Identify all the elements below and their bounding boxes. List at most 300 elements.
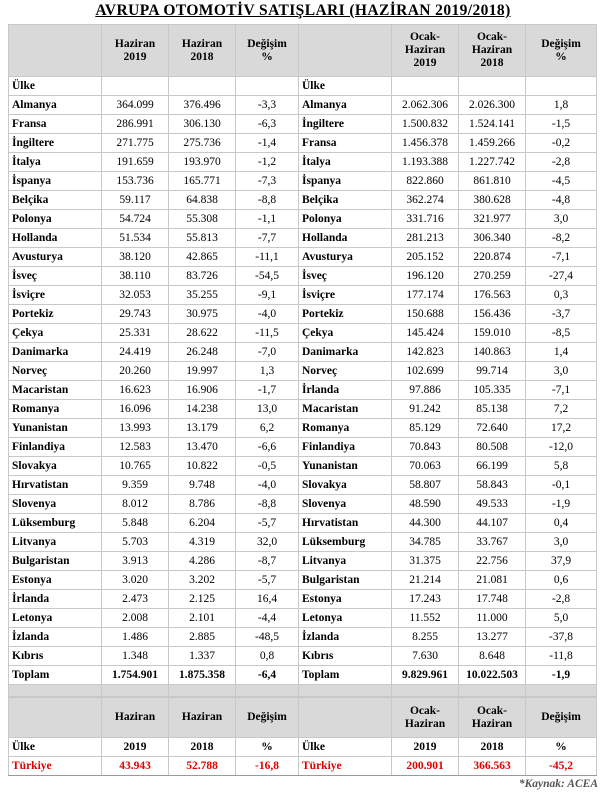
cell-ytd-2018: 44.107: [459, 514, 526, 533]
cell-ytd-2019: 70.063: [392, 457, 459, 476]
cell-ytd-2018: 66.199: [459, 457, 526, 476]
cell-ytd-change: 3,0: [526, 533, 597, 552]
cell-june-2018: 30.975: [169, 305, 236, 324]
cell-country-left: Fransa: [9, 115, 102, 134]
cell-ytd-2018: 2.026.300: [459, 96, 526, 115]
cell-country-left: İrlanda: [9, 590, 102, 609]
cell-change: -7,3: [236, 172, 299, 191]
cell-june-2018: 13.470: [169, 438, 236, 457]
table-row: [9, 628, 597, 647]
cell-ytd-change: 3,0: [526, 362, 597, 381]
cell-country-right: Çekya: [299, 324, 392, 343]
cell-june-2019: 3.020: [102, 571, 169, 590]
cell-ytd-2019: 21.214: [392, 571, 459, 590]
cell-change: -8,7: [236, 552, 299, 571]
table-row: [9, 229, 597, 248]
cell-country-right: Danimarka: [299, 343, 392, 362]
cell-june-2018: 28.622: [169, 324, 236, 343]
cell-june-2019: 13.993: [102, 419, 169, 438]
cell-country-left: Lüksemburg: [9, 514, 102, 533]
cell-country-right: Letonya: [299, 609, 392, 628]
cell-ytd-change: -7,1: [526, 248, 597, 267]
cell-june-2019: 2.473: [102, 590, 169, 609]
cell-country-left: Polonya: [9, 210, 102, 229]
total-june-2018: 1.875.358: [169, 666, 236, 685]
header-ytd-2019: Ocak- Haziran 2019: [392, 25, 459, 77]
cell-june-2019: 12.583: [102, 438, 169, 457]
cell-change: -3,3: [236, 96, 299, 115]
cell-june-2019: 24.419: [102, 343, 169, 362]
cell-june-2018: 9.748: [169, 476, 236, 495]
cell-ytd-change: -12,0: [526, 438, 597, 457]
cell-june-2018: 3.202: [169, 571, 236, 590]
cell-ytd-change: 1,4: [526, 343, 597, 362]
header-ytd-change: Değişim %: [526, 25, 597, 77]
cell-june-2019: 3.913: [102, 552, 169, 571]
total-ytd-2018: 10.022.503: [459, 666, 526, 685]
table-row: [9, 457, 597, 476]
cell-country-right: İzlanda: [299, 628, 392, 647]
cell-ytd-2019: 8.255: [392, 628, 459, 647]
country-label-left: Ülke: [9, 77, 102, 96]
cell-change: -8,8: [236, 191, 299, 210]
cell-june-2019: 29.743: [102, 305, 169, 324]
cell-country-left: İspanya: [9, 172, 102, 191]
cell-ytd-change: -4,5: [526, 172, 597, 191]
cell-ytd-2018: 1.524.141: [459, 115, 526, 134]
cell-change: -48,5: [236, 628, 299, 647]
cell-country-left: İngiltere: [9, 134, 102, 153]
table-row: [9, 476, 597, 495]
cell-ytd-2018: 99.714: [459, 362, 526, 381]
total-june-2019: 1.754.901: [102, 666, 169, 685]
table-row: [9, 609, 597, 628]
cell-june-2018: 55.813: [169, 229, 236, 248]
cell-country-left: Avusturya: [9, 248, 102, 267]
cell-country-left: İzlanda: [9, 628, 102, 647]
cell-change: -5,7: [236, 514, 299, 533]
cell-ytd-2018: 33.767: [459, 533, 526, 552]
cell-country-right: Hırvatistan: [299, 514, 392, 533]
cell-june-2019: 16.096: [102, 400, 169, 419]
header-june-2018: Haziran 2018: [169, 25, 236, 77]
cell-country-left: İsveç: [9, 267, 102, 286]
table-row: [9, 419, 597, 438]
cell-country-left: Danimarka: [9, 343, 102, 362]
cell-country-left: Macaristan: [9, 381, 102, 400]
cell-june-2019: 8.012: [102, 495, 169, 514]
cell-june-2019: 191.659: [102, 153, 169, 172]
cell-june-2018: 4.319: [169, 533, 236, 552]
cell-ytd-2018: 11.000: [459, 609, 526, 628]
cell-june-2019: 286.991: [102, 115, 169, 134]
turkey-header-change: Değişim: [236, 698, 299, 738]
cell-ytd-2018: 49.533: [459, 495, 526, 514]
cell-country-right: Avusturya: [299, 248, 392, 267]
cell-country-right: Estonya: [299, 590, 392, 609]
cell-country-right: Kıbrıs: [299, 647, 392, 666]
cell-june-2018: 10.822: [169, 457, 236, 476]
cell-june-2019: 5.703: [102, 533, 169, 552]
cell-country-left: Litvanya: [9, 533, 102, 552]
cell-change: -8,8: [236, 495, 299, 514]
cell-june-2018: 275.736: [169, 134, 236, 153]
cell-country-right: Belçika: [299, 191, 392, 210]
cell-ytd-2019: 102.699: [392, 362, 459, 381]
cell-june-2019: 9.359: [102, 476, 169, 495]
cell-ytd-2018: 21.081: [459, 571, 526, 590]
turkey-june-2019: 43.943: [102, 757, 169, 776]
cell-ytd-2019: 70.843: [392, 438, 459, 457]
turkey-country-label-right: Ülke: [299, 738, 392, 757]
total-ytd-change: -1,9: [526, 666, 597, 685]
cell-ytd-change: 5,0: [526, 609, 597, 628]
cell-change: -4,0: [236, 305, 299, 324]
cell-ytd-2018: 8.648: [459, 647, 526, 666]
cell-change: -6,6: [236, 438, 299, 457]
cell-country-left: Hırvatistan: [9, 476, 102, 495]
turkey-header-ytd-a: Ocak- Haziran: [392, 698, 459, 738]
cell-ytd-change: 3,0: [526, 210, 597, 229]
table-row: [9, 381, 597, 400]
turkey-header-ytd-b: Ocak- Haziran: [459, 698, 526, 738]
cell-change: -1,7: [236, 381, 299, 400]
country-label-row: [9, 77, 597, 96]
cell-ytd-2019: 31.375: [392, 552, 459, 571]
cell-ytd-change: 37,9: [526, 552, 597, 571]
cell-country-right: İspanya: [299, 172, 392, 191]
turkey-name-left: Türkiye: [9, 757, 102, 776]
cell-change: -0,5: [236, 457, 299, 476]
cell-country-left: Yunanistan: [9, 419, 102, 438]
turkey-table: [8, 697, 597, 776]
cell-june-2018: 1.337: [169, 647, 236, 666]
cell-country-left: Kıbrıs: [9, 647, 102, 666]
turkey-name-right: Türkiye: [299, 757, 392, 776]
cell-june-2018: 42.865: [169, 248, 236, 267]
cell-ytd-change: -8,2: [526, 229, 597, 248]
cell-june-2018: 2.885: [169, 628, 236, 647]
cell-june-2019: 25.331: [102, 324, 169, 343]
cell-ytd-2018: 270.259: [459, 267, 526, 286]
cell-ytd-2018: 22.756: [459, 552, 526, 571]
cell-country-left: Çekya: [9, 324, 102, 343]
turkey-ytd-year-2019: 2019: [392, 738, 459, 757]
turkey-june-2018: 52.788: [169, 757, 236, 776]
header-empty-right: [299, 25, 392, 77]
cell-ytd-2019: 177.174: [392, 286, 459, 305]
cell-change: -7,0: [236, 343, 299, 362]
cell-ytd-2018: 17.748: [459, 590, 526, 609]
cell-june-2018: 64.838: [169, 191, 236, 210]
cell-june-2018: 19.997: [169, 362, 236, 381]
cell-change: -6,3: [236, 115, 299, 134]
cell-ytd-2019: 34.785: [392, 533, 459, 552]
cell-ytd-2018: 105.335: [459, 381, 526, 400]
cell-country-left: Norveç: [9, 362, 102, 381]
cell-country-right: Almanya: [299, 96, 392, 115]
cell-ytd-2019: 91.242: [392, 400, 459, 419]
page-title: AVRUPA OTOMOTİV SATIŞLARI (HAZİRAN 2019/2018): [95, 2, 511, 19]
table-row: [9, 324, 597, 343]
cell-change: -1,2: [236, 153, 299, 172]
table-row: [9, 286, 597, 305]
table-row: [9, 647, 597, 666]
cell-ytd-2018: 861.810: [459, 172, 526, 191]
cell-country-left: Hollanda: [9, 229, 102, 248]
cell-june-2019: 10.765: [102, 457, 169, 476]
cell-ytd-change: -1,9: [526, 495, 597, 514]
cell-ytd-2018: 321.977: [459, 210, 526, 229]
cell-ytd-2018: 176.563: [459, 286, 526, 305]
cell-june-2018: 55.308: [169, 210, 236, 229]
cell-ytd-change: -2,8: [526, 590, 597, 609]
turkey-pct: %: [236, 738, 299, 757]
turkey-year-2018: 2018: [169, 738, 236, 757]
cell-change: 0,8: [236, 647, 299, 666]
total-row: [9, 666, 597, 685]
table-row: [9, 362, 597, 381]
turkey-ytd-2019: 200.901: [392, 757, 459, 776]
cell-ytd-2018: 1.459.266: [459, 134, 526, 153]
cell-change: -9,1: [236, 286, 299, 305]
table-row: [9, 134, 597, 153]
cell-ytd-change: 0,3: [526, 286, 597, 305]
cell-country-right: Slovenya: [299, 495, 392, 514]
cell-country-right: Yunanistan: [299, 457, 392, 476]
cell-country-right: Hollanda: [299, 229, 392, 248]
cell-ytd-2019: 150.688: [392, 305, 459, 324]
cell-country-left: Bulgaristan: [9, 552, 102, 571]
cell-june-2019: 38.120: [102, 248, 169, 267]
cell-country-right: Macaristan: [299, 400, 392, 419]
cell-ytd-change: -3,7: [526, 305, 597, 324]
header-change: Değişim %: [236, 25, 299, 77]
turkey-ytd-2018: 366.563: [459, 757, 526, 776]
cell-ytd-2018: 380.628: [459, 191, 526, 210]
cell-june-2018: 13.179: [169, 419, 236, 438]
cell-june-2019: 1.486: [102, 628, 169, 647]
cell-ytd-change: -4,8: [526, 191, 597, 210]
table-row: [9, 438, 597, 457]
cell-country-right: Lüksemburg: [299, 533, 392, 552]
turkey-row: [9, 757, 597, 776]
cell-ytd-change: -37,8: [526, 628, 597, 647]
cell-ytd-2019: 7.630: [392, 647, 459, 666]
cell-ytd-2019: 97.886: [392, 381, 459, 400]
cell-june-2018: 376.496: [169, 96, 236, 115]
cell-june-2019: 1.348: [102, 647, 169, 666]
cell-ytd-change: 17,2: [526, 419, 597, 438]
cell-june-2018: 16.906: [169, 381, 236, 400]
cell-country-left: Finlandiya: [9, 438, 102, 457]
cell-ytd-change: -2,8: [526, 153, 597, 172]
cell-change: 16,4: [236, 590, 299, 609]
cell-june-2019: 364.099: [102, 96, 169, 115]
cell-ytd-2018: 306.340: [459, 229, 526, 248]
cell-change: -4,4: [236, 609, 299, 628]
cell-ytd-2019: 11.552: [392, 609, 459, 628]
cell-june-2018: 14.238: [169, 400, 236, 419]
cell-country-right: Slovakya: [299, 476, 392, 495]
table-row: [9, 533, 597, 552]
cell-country-right: İrlanda: [299, 381, 392, 400]
cell-june-2019: 2.008: [102, 609, 169, 628]
cell-ytd-change: -0,2: [526, 134, 597, 153]
header-june-2019: Haziran 2019: [102, 25, 169, 77]
cell-change: -4,0: [236, 476, 299, 495]
table-row: [9, 400, 597, 419]
turkey-year-2019: 2019: [102, 738, 169, 757]
cell-june-2018: 6.204: [169, 514, 236, 533]
cell-ytd-2019: 1.456.378: [392, 134, 459, 153]
country-label-right: Ülke: [299, 77, 392, 96]
table-row: [9, 248, 597, 267]
cell-june-2018: 26.248: [169, 343, 236, 362]
gap-row: [9, 685, 597, 697]
cell-ytd-2019: 58.807: [392, 476, 459, 495]
cell-country-left: İtalya: [9, 153, 102, 172]
table-row: [9, 495, 597, 514]
cell-june-2019: 51.534: [102, 229, 169, 248]
table-row: [9, 115, 597, 134]
cell-change: 13,0: [236, 400, 299, 419]
table-row: [9, 172, 597, 191]
turkey-header-june-b: Haziran: [169, 698, 236, 738]
cell-ytd-2018: 58.843: [459, 476, 526, 495]
cell-june-2019: 5.848: [102, 514, 169, 533]
cell-change: -1,1: [236, 210, 299, 229]
turkey-country-label-left: Ülke: [9, 738, 102, 757]
cell-ytd-2019: 1.500.832: [392, 115, 459, 134]
turkey-change: -16,8: [236, 757, 299, 776]
cell-ytd-change: 1,8: [526, 96, 597, 115]
table-row: [9, 267, 597, 286]
cell-ytd-2019: 44.300: [392, 514, 459, 533]
total-change: -6,4: [236, 666, 299, 685]
header-empty-left: [9, 25, 102, 77]
cell-country-left: İsviçre: [9, 286, 102, 305]
cell-ytd-2019: 2.062.306: [392, 96, 459, 115]
cell-ytd-2019: 1.193.388: [392, 153, 459, 172]
cell-change: 32,0: [236, 533, 299, 552]
cell-ytd-change: 7,2: [526, 400, 597, 419]
cell-country-left: Romanya: [9, 400, 102, 419]
cell-ytd-2018: 85.138: [459, 400, 526, 419]
header-row: [9, 25, 597, 77]
turkey-header-ytd-change: Değişim: [526, 698, 597, 738]
cell-change: -5,7: [236, 571, 299, 590]
cell-ytd-change: 0,4: [526, 514, 597, 533]
turkey-ytd-pct: %: [526, 738, 597, 757]
cell-change: -1,4: [236, 134, 299, 153]
cell-ytd-change: -27,4: [526, 267, 597, 286]
cell-ytd-2018: 1.227.742: [459, 153, 526, 172]
total-label-right: Toplam: [299, 666, 392, 685]
cell-country-left: Slovakya: [9, 457, 102, 476]
cell-june-2018: 2.125: [169, 590, 236, 609]
cell-change: -11,5: [236, 324, 299, 343]
cell-country-right: Norveç: [299, 362, 392, 381]
cell-june-2019: 32.053: [102, 286, 169, 305]
cell-country-left: Slovenya: [9, 495, 102, 514]
cell-ytd-change: -11,8: [526, 647, 597, 666]
cell-ytd-2019: 85.129: [392, 419, 459, 438]
sales-table: [8, 24, 597, 697]
table-row: [9, 191, 597, 210]
cell-country-right: Polonya: [299, 210, 392, 229]
cell-country-right: İsveç: [299, 267, 392, 286]
cell-june-2019: 153.736: [102, 172, 169, 191]
cell-country-right: İsviçre: [299, 286, 392, 305]
cell-june-2019: 59.117: [102, 191, 169, 210]
cell-ytd-2019: 196.120: [392, 267, 459, 286]
cell-ytd-2019: 142.823: [392, 343, 459, 362]
total-ytd-2019: 9.829.961: [392, 666, 459, 685]
data-rows: [9, 96, 597, 666]
cell-ytd-2018: 159.010: [459, 324, 526, 343]
cell-june-2018: 83.726: [169, 267, 236, 286]
table-row: [9, 590, 597, 609]
cell-country-left: Belçika: [9, 191, 102, 210]
cell-ytd-2018: 13.277: [459, 628, 526, 647]
cell-ytd-2018: 220.874: [459, 248, 526, 267]
cell-ytd-2019: 331.716: [392, 210, 459, 229]
table-row: [9, 153, 597, 172]
cell-ytd-2019: 205.152: [392, 248, 459, 267]
total-label-left: Toplam: [9, 666, 102, 685]
cell-country-left: Estonya: [9, 571, 102, 590]
cell-ytd-change: 0,6: [526, 571, 597, 590]
cell-ytd-change: -7,1: [526, 381, 597, 400]
table-row: [9, 514, 597, 533]
cell-country-left: Almanya: [9, 96, 102, 115]
cell-ytd-2019: 362.274: [392, 191, 459, 210]
cell-ytd-2019: 17.243: [392, 590, 459, 609]
cell-country-left: Letonya: [9, 609, 102, 628]
table-row: [9, 305, 597, 324]
cell-country-right: İngiltere: [299, 115, 392, 134]
cell-ytd-2018: 156.436: [459, 305, 526, 324]
cell-country-right: Litvanya: [299, 552, 392, 571]
cell-ytd-change: -1,5: [526, 115, 597, 134]
cell-country-left: Portekiz: [9, 305, 102, 324]
table-row: [9, 552, 597, 571]
turkey-ytd-change: -45,2: [526, 757, 597, 776]
cell-ytd-2019: 145.424: [392, 324, 459, 343]
cell-june-2019: 271.775: [102, 134, 169, 153]
cell-ytd-change: 5,8: [526, 457, 597, 476]
table-row: [9, 96, 597, 115]
cell-june-2019: 54.724: [102, 210, 169, 229]
cell-june-2018: 4.286: [169, 552, 236, 571]
cell-june-2018: 8.786: [169, 495, 236, 514]
cell-ytd-2019: 48.590: [392, 495, 459, 514]
table-row: [9, 210, 597, 229]
cell-country-right: Bulgaristan: [299, 571, 392, 590]
cell-ytd-2018: 80.508: [459, 438, 526, 457]
cell-june-2018: 165.771: [169, 172, 236, 191]
cell-ytd-2019: 822.860: [392, 172, 459, 191]
turkey-header-june-a: Haziran: [102, 698, 169, 738]
cell-country-right: Portekiz: [299, 305, 392, 324]
table-row: [9, 571, 597, 590]
cell-june-2019: 16.623: [102, 381, 169, 400]
cell-change: 1,3: [236, 362, 299, 381]
source-note: *Kaynak: ACEA: [518, 778, 598, 790]
cell-ytd-2018: 72.640: [459, 419, 526, 438]
cell-ytd-change: -0,1: [526, 476, 597, 495]
